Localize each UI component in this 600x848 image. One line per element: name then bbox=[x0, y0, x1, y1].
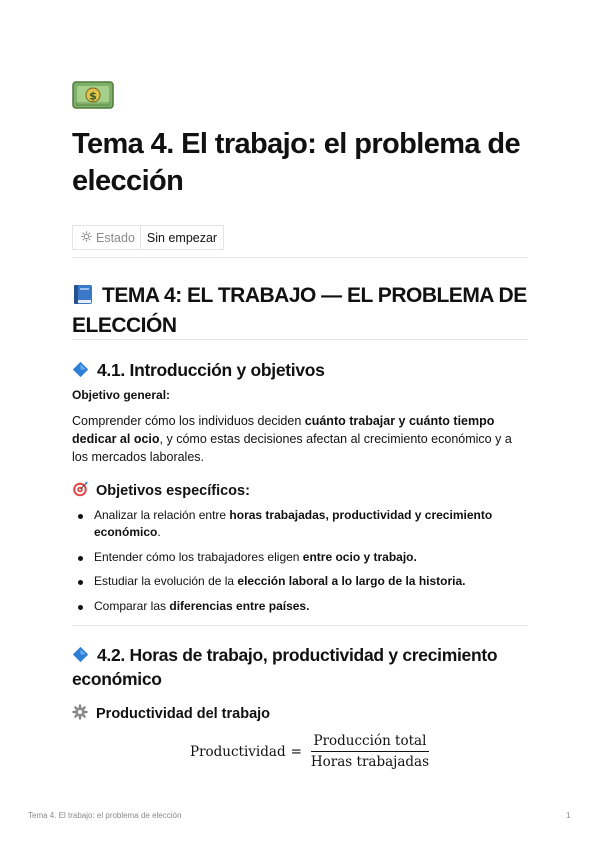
footer-doc-title: Tema 4. El trabajo: el problema de elección bbox=[28, 811, 182, 820]
property-row bbox=[72, 225, 224, 250]
formula-denominator: Horas trabajadas bbox=[310, 754, 429, 770]
gear-icon bbox=[72, 704, 88, 725]
money-banknote-icon bbox=[72, 80, 114, 110]
svg-text:$: $ bbox=[89, 89, 97, 103]
specific-objectives-heading: Objetivos específicos: bbox=[72, 481, 250, 502]
blue-diamond-icon bbox=[72, 361, 89, 383]
divider bbox=[72, 339, 528, 340]
blue-book-icon bbox=[72, 283, 94, 312]
general-objective-label: Objetivo general: bbox=[72, 388, 171, 402]
formula-equals: = bbox=[290, 743, 302, 760]
list-item: Analizar la relación entre horas trabajadas, productividad y crecimiento económico. bbox=[72, 507, 528, 541]
sun-icon bbox=[81, 231, 92, 245]
blue-diamond-icon bbox=[72, 646, 89, 668]
list-item: Estudiar la evolución de la elección laboral a lo largo de la historia. bbox=[72, 573, 528, 590]
formula-numerator: Producción total bbox=[311, 733, 430, 752]
formula-lhs: Productividad bbox=[190, 743, 286, 760]
list-item: Comparar las diferencias entre países. bbox=[72, 598, 528, 615]
page-title: Tema 4. El trabajo: el problema de elección bbox=[72, 128, 521, 197]
objectives-list bbox=[72, 507, 528, 622]
formula-fraction bbox=[308, 733, 432, 770]
list-item: Entender cómo los trabajadores eligen entre ocio y trabajo. bbox=[72, 549, 528, 566]
subsection-heading-4-2: 4.2. Horas de trabajo, productividad y crecimiento económico bbox=[72, 645, 498, 689]
divider bbox=[72, 625, 528, 626]
intro-paragraph: Comprender cómo los individuos deciden cuánto trabajar y cuánto tiempo dedicar al ocio, y cómo estas decisiones afectan al crecimiento económico y a los mercados laborales. bbox=[72, 414, 512, 464]
target-icon bbox=[72, 481, 88, 502]
status-value[interactable]: Sin empezar bbox=[140, 225, 224, 250]
divider bbox=[72, 257, 528, 258]
footer-page-number: 1 bbox=[566, 811, 571, 820]
section-heading: TEMA 4: EL TRABAJO — EL PROBLEMA DE ELECCIÓN bbox=[72, 284, 527, 337]
status-property-label: Estado bbox=[72, 225, 140, 250]
productivity-formula bbox=[190, 733, 432, 770]
productivity-heading: Productividad del trabajo bbox=[72, 704, 270, 725]
subsection-heading-4-1: 4.1. Introducción y objetivos bbox=[72, 359, 528, 383]
